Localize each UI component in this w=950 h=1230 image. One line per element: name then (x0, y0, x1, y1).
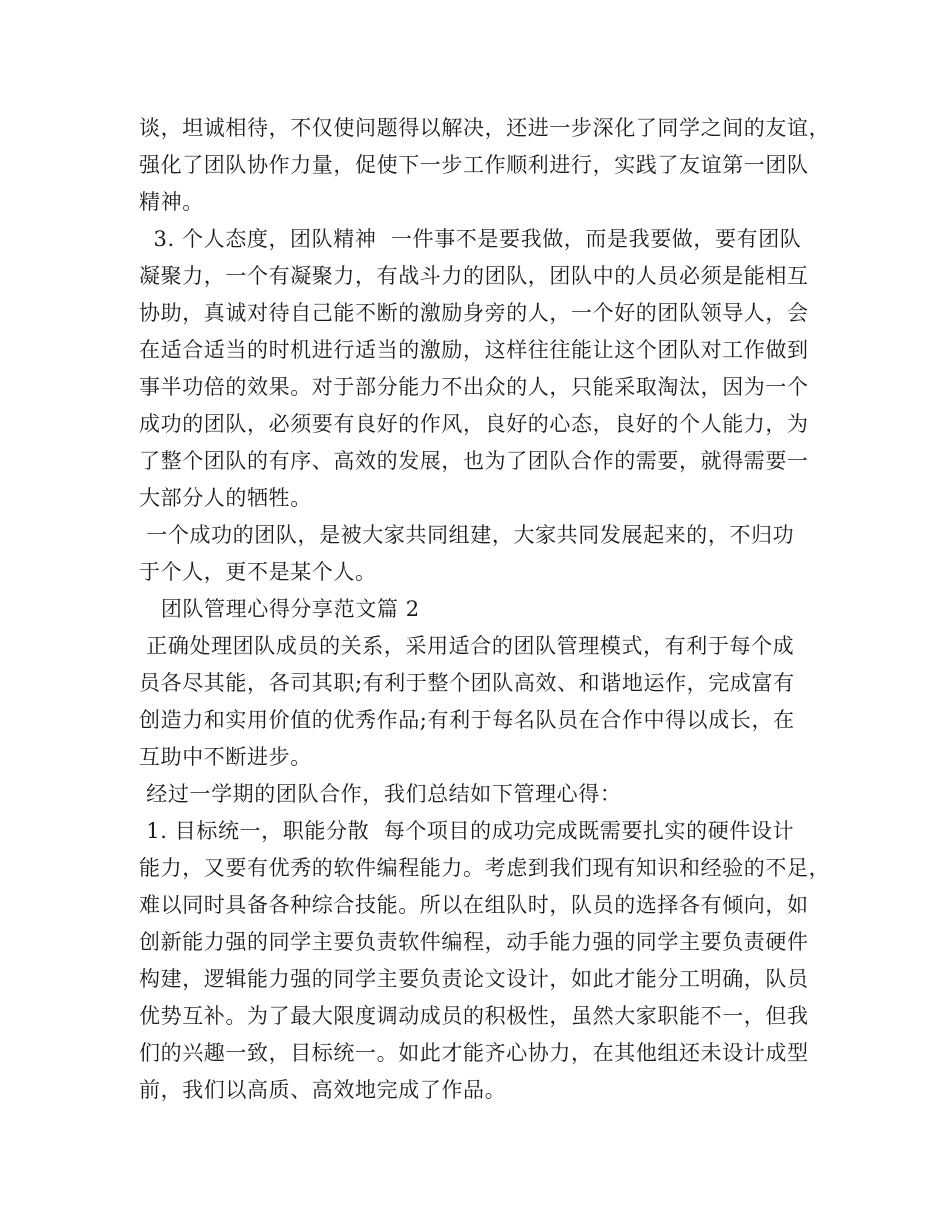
text-line: 互助中不断进步。 (139, 745, 312, 769)
text-line: 正确处理团队成员的关系，采用适合的团队管理模式，有利于每个成 (139, 634, 795, 658)
text-line: 员各尽其能，各司其职;有利于整个团队高效、和谐地运作，完成富有 (139, 671, 795, 695)
text-line: 协助，真诚对待自己能不断的激励身旁的人，一个好的团队领导人，会 (139, 301, 809, 325)
text-line: 优势互补。为了最大限度调动成员的积极性，虽然大家职能不一，但我 (139, 1004, 809, 1028)
text-line: 凝聚力，一个有凝聚力，有战斗力的团队，团队中的人员必须是能相互 (139, 264, 809, 288)
text-line: 精神。 (139, 190, 204, 214)
text-line: 在适合适当的时机进行适当的激励，这样往往能让这个团队对工作做到 (139, 338, 809, 362)
text-line: 难以同时具备各种综合技能。所以在组队时，队员的选择各有倾向，如 (139, 893, 809, 917)
text-line: 事半功倍的效果。对于部分能力不出众的人，只能采取淘汰，因为一个 (139, 375, 809, 399)
section-heading: 团队管理心得分享范文篇 2 (139, 597, 420, 621)
text-line: 成功的团队，必须要有良好的作风，良好的心态，良好的个人能力，为 (139, 412, 809, 436)
text-line: 1. 目标统一，职能分散 每个项目的成功完成既需要扎实的硬件设计 (139, 819, 795, 843)
text-line: 能力，又要有优秀的软件编程能力。考虑到我们现有知识和经验的不足， (139, 856, 831, 880)
text-line: 前，我们以高质、高效地完成了作品。 (139, 1078, 507, 1102)
text-line: 大部分人的牺牲。 (139, 486, 312, 510)
text-line: 谈，坦诚相待，不仅使问题得以解决，还进一步深化了同学之间的友谊， (139, 116, 831, 140)
text-line: 于个人，更不是某个人。 (139, 560, 377, 584)
text-line: 经过一学期的团队合作，我们总结如下管理心得： (139, 782, 622, 806)
text-line: 了整个团队的有序、高效的发展，也为了团队合作的需要，就得需要一 (139, 449, 809, 473)
text-line: 一个成功的团队，是被大家共同组建，大家共同发展起来的，不归功 (139, 523, 795, 547)
text-line: 构建，逻辑能力强的同学主要负责论文设计，如此才能分工明确，队员 (139, 967, 809, 991)
text-line: 创新能力强的同学主要负责软件编程，动手能力强的同学主要负责硬件 (139, 930, 809, 954)
text-line: 强化了团队协作力量，促使下一步工作顺利进行，实践了友谊第一团队 (139, 153, 809, 177)
text-line: 3. 个人态度，团队精神 一件事不是要我做，而是我要做，要有团队 (139, 227, 802, 251)
text-line: 们的兴趣一致，目标统一。如此才能齐心协力，在其他组还未设计成型 (139, 1041, 809, 1065)
text-line: 创造力和实用价值的优秀作品;有利于每名队员在合作中得以成长，在 (139, 708, 795, 732)
